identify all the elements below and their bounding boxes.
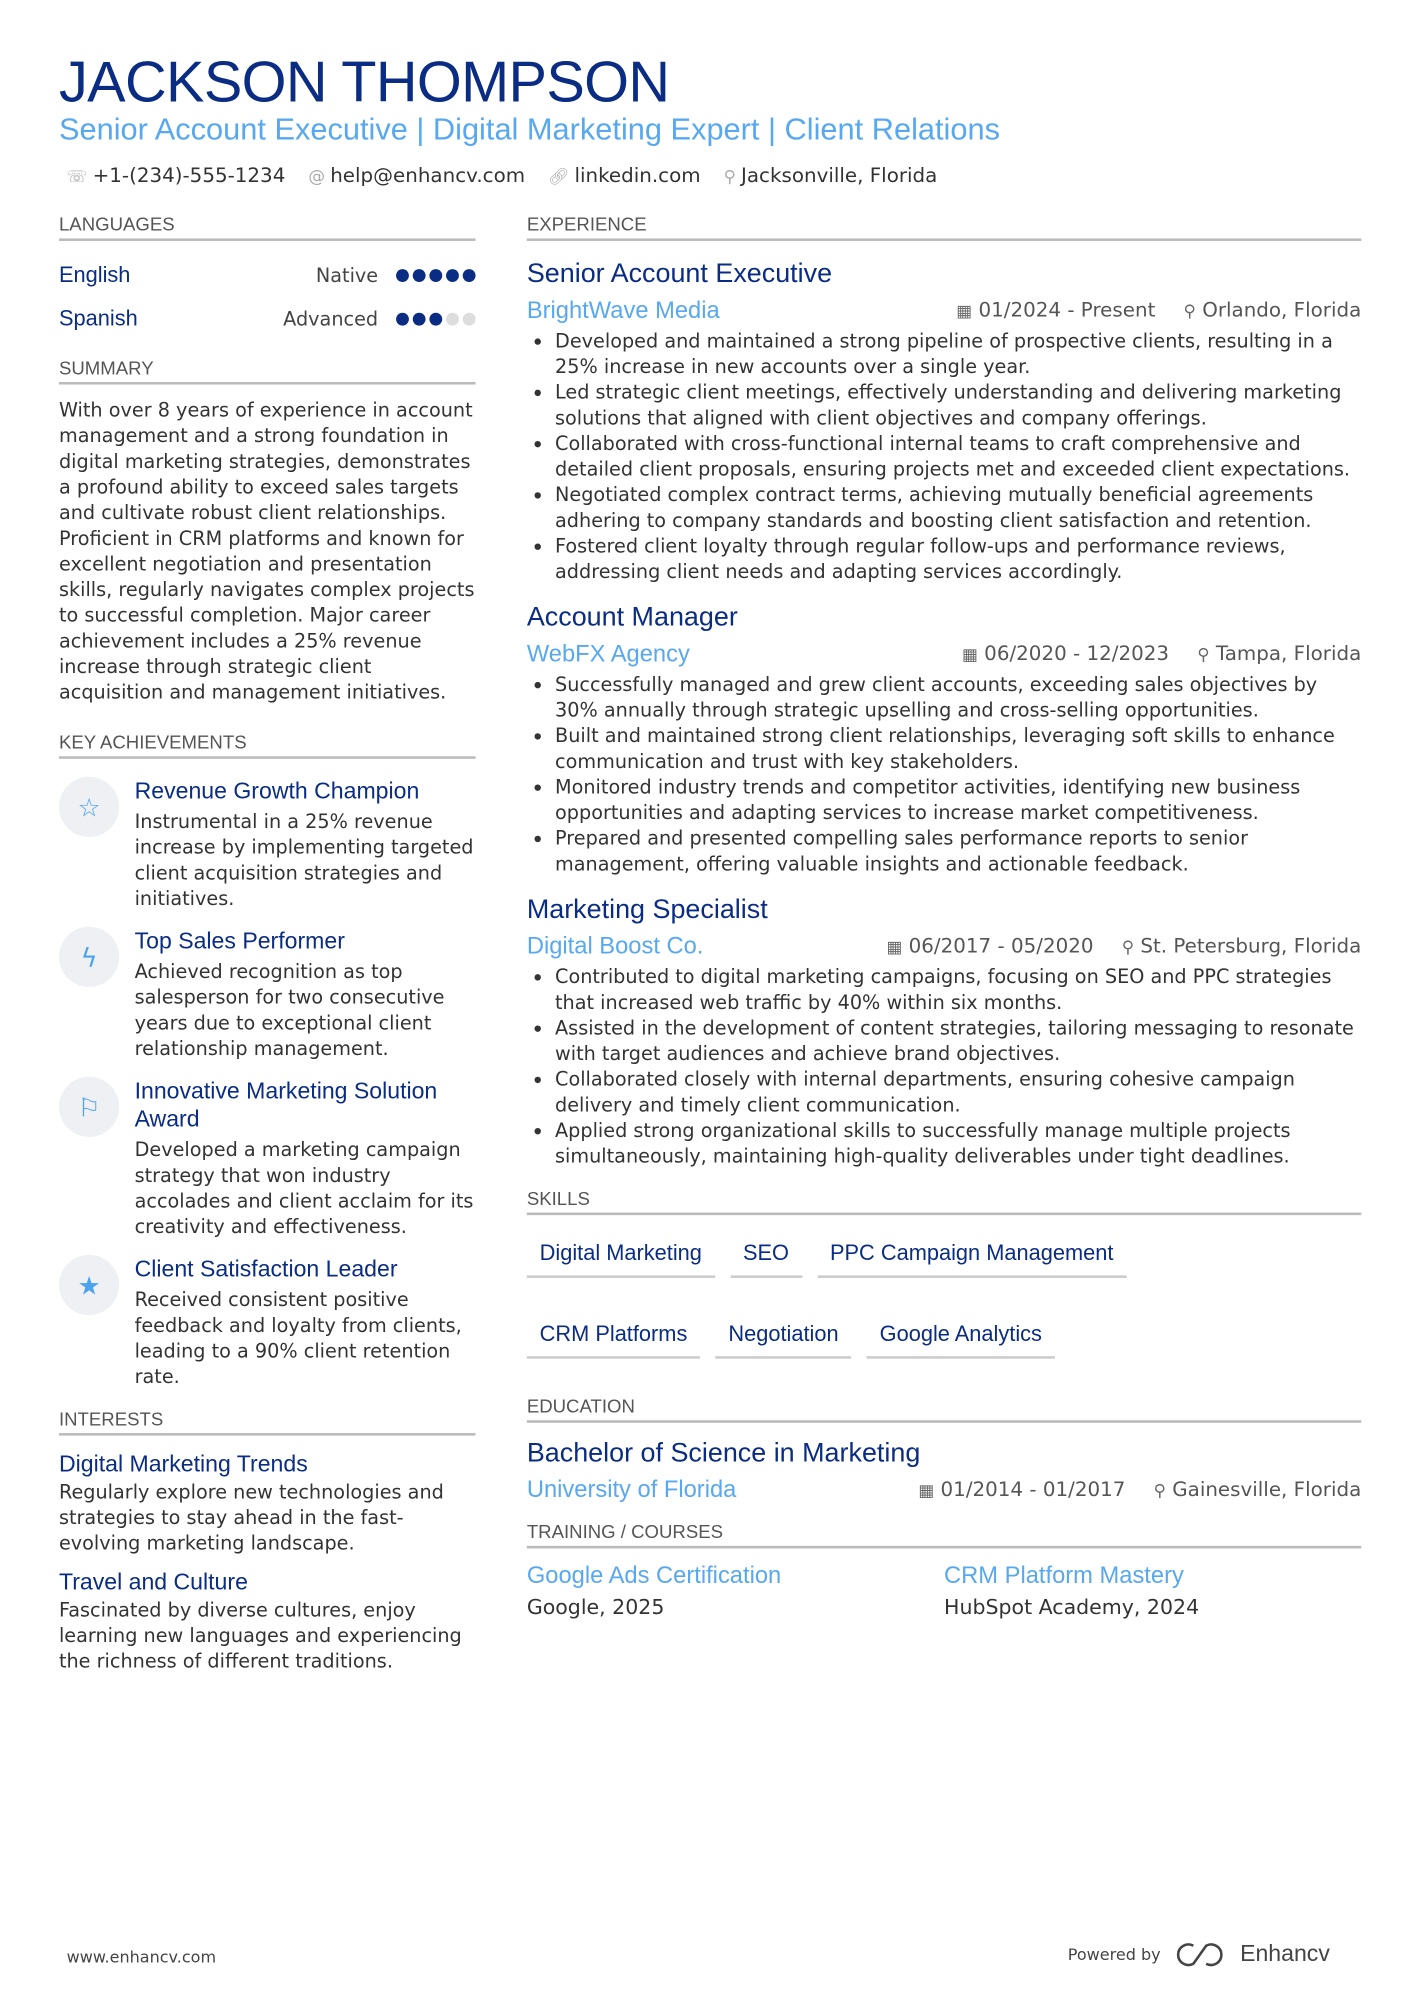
candidate-name: JACKSON THOMPSON <box>58 48 670 115</box>
job-dates: 06/2017 - 05/2020 <box>908 934 1094 958</box>
training-list <box>527 1561 1361 1620</box>
job-meta <box>527 928 1361 964</box>
achievement-title: Client Satisfaction Leader <box>134 1256 398 1282</box>
skill-tag: Negotiation <box>716 1314 852 1359</box>
star-filled-icon: ★ <box>59 1255 119 1315</box>
achievement-title: Innovative Marketing Solution Award <box>134 1077 438 1132</box>
language-level: Advanced <box>283 307 379 331</box>
job-dates-wrap <box>886 934 1093 957</box>
achievement-body <box>135 777 476 912</box>
calendar-icon: ▦ <box>918 1481 935 1501</box>
skill-tag: Digital Marketing <box>527 1233 715 1278</box>
achievement-item <box>59 1255 476 1390</box>
skills-list <box>527 1233 1361 1359</box>
right-column <box>527 215 1361 1620</box>
bullet: • Successfully managed and grew client accounts, exceeding sales objectives by 30% annually through strategic upselling and cross-selling opportunities. <box>555 672 1361 723</box>
linkedin-link[interactable]: linkedin.com <box>574 164 701 188</box>
rating-dot <box>429 269 442 282</box>
job-location: Tampa, Florida <box>1215 642 1362 666</box>
job-dates-location <box>962 642 1361 665</box>
training-item <box>527 1561 944 1620</box>
language-row <box>59 297 476 341</box>
job-dates-location <box>956 299 1361 322</box>
job-bullets <box>527 964 1361 1169</box>
phone: +1-(234)-555-1234 <box>92 164 286 188</box>
achievements-heading: KEY ACHIEVEMENTS <box>59 733 476 759</box>
bullet: • Fostered client loyalty through regular follow-ups and performance reviews, addressing client needs and adapting services accordingly. <box>555 533 1361 584</box>
contact-bar <box>67 164 938 187</box>
rating-dot <box>413 269 426 282</box>
bullet: • Prepared and presented compelling sales performance reports to senior management, offering valuable insights and actionable feedback. <box>555 825 1361 876</box>
school: University of Florida <box>526 1475 737 1503</box>
email-link[interactable]: help@enhancv.com <box>330 164 526 188</box>
bullet: • Collaborated with cross-functional internal teams to craft comprehensive and detailed client proposals, ensuring projects met and exceeded client expectations. <box>555 431 1361 482</box>
job-location-wrap <box>1122 934 1362 957</box>
experience-list <box>527 256 1361 1169</box>
language-name: English <box>58 262 131 288</box>
job-location: Orlando, Florida <box>1202 298 1362 322</box>
job-meta <box>527 636 1361 672</box>
experience-item <box>527 256 1361 584</box>
powered-by: Powered by <box>1067 1944 1161 1964</box>
summary-heading: SUMMARY <box>59 359 476 385</box>
achievement-description: Instrumental in a 25% revenue increase by implementing targeted client acquisition strategies and initiatives. <box>134 810 474 911</box>
language-name: Spanish <box>58 306 138 331</box>
footer-brand <box>1068 1941 1330 1968</box>
calendar-icon: ▦ <box>956 302 973 322</box>
achievement-description: Developed a marketing campaign strategy that won industry accolades and client acclaim for its creativity and effectiveness. <box>134 1138 474 1239</box>
bullet: • Built and maintained strong client relationships, leveraging soft skills to enhance communication and trust with key stakeholders. <box>555 723 1361 774</box>
location-pin-icon: ⚲ <box>1121 938 1134 958</box>
job-title: Marketing Specialist <box>526 894 768 925</box>
job-title: Senior Account Executive <box>526 258 833 289</box>
rating-dot <box>446 269 459 282</box>
flag-icon: ⚐ <box>59 1077 119 1137</box>
skill-tag: SEO <box>730 1233 802 1278</box>
location-pin-icon: ⚲ <box>723 167 736 188</box>
rating-dot <box>396 269 409 282</box>
education-heading: EDUCATION <box>527 1397 1361 1423</box>
languages-heading: LANGUAGES <box>59 215 476 241</box>
achievement-body <box>135 1077 476 1240</box>
star-outline-icon: ☆ <box>59 777 119 837</box>
brand-name: Enhancv <box>1240 1940 1330 1967</box>
interest-title: Digital Marketing Trends <box>58 1450 308 1477</box>
calendar-icon: ▦ <box>962 646 978 666</box>
bullet: • Developed and maintained a strong pipeline of prospective clients, resulting in a 25% increase in new accounts over a single year. <box>555 328 1361 379</box>
location: Jacksonville, Florida <box>741 164 938 188</box>
language-rating <box>396 269 475 282</box>
company-name: BrightWave Media <box>526 296 720 324</box>
footer-website[interactable]: www.enhancv.com <box>66 1947 217 1967</box>
bullet: • Monitored industry trends and competitor activities, identifying new business opportunities and adapting services to increase market competitiveness. <box>555 774 1361 825</box>
bullet: • Collaborated closely with internal departments, ensuring cohesive campaign delivery and timely client communication. <box>555 1066 1361 1117</box>
languages-list <box>59 254 476 341</box>
interests-list <box>59 1448 476 1674</box>
job-dates-location <box>886 934 1361 957</box>
achievement-title: Revenue Growth Champion <box>134 778 420 804</box>
job-dates-wrap <box>962 642 1169 665</box>
achievement-item <box>59 777 476 912</box>
achievement-description: Achieved recognition as top salesperson for two consecutive years due to exceptional client relationship management. <box>134 960 445 1061</box>
experience-item <box>527 600 1361 877</box>
bullet: • Led strategic client meetings, effectively understanding and delivering marketing solutions that aligned with client objectives and company offerings. <box>555 379 1361 430</box>
location-pin-icon: ⚲ <box>1183 302 1196 322</box>
enhancv-logo-icon <box>1176 1941 1225 1967</box>
education-location: Gainesville, Florida <box>1172 1477 1362 1501</box>
location-pin-icon: ⚲ <box>1153 1481 1166 1501</box>
language-rating <box>396 313 475 326</box>
experience-heading: EXPERIENCE <box>527 215 1361 241</box>
achievement-description: Received consistent positive feedback and loyalty from clients, leading to a 90% client retention rate. <box>134 1288 462 1389</box>
summary-text: With over 8 years of experience in account management and a strong foundation in digital marketing strategies, demonstrates a profound ability to exceed sales targets and cultivate robust client relationships. Proficient in CRM platforms and known for excellent negotiation and presentation skills, regularly navigates complex projects to successful completion. Major career achievement includes a 25% revenue increase through strategic client acquisition and management initiatives. <box>58 398 475 704</box>
interests-heading: INTERESTS <box>59 1410 476 1436</box>
achievement-body <box>135 927 476 1062</box>
job-meta <box>527 292 1361 328</box>
headline: Senior Account Executive | Digital Marketing Expert | Client Relations <box>58 112 1001 148</box>
achievement-title: Top Sales Performer <box>134 928 345 954</box>
interest-description: Regularly explore new technologies and strategies to stay ahead in the fast-evolving marketing landscape. <box>58 1480 444 1555</box>
link-icon: 🔗︎ <box>548 167 570 188</box>
achievement-item <box>59 1077 476 1240</box>
job-dates: 06/2020 - 12/2023 <box>984 642 1170 666</box>
course-provider: Google, 2025 <box>526 1594 665 1619</box>
lightning-icon: ϟ <box>59 927 119 987</box>
interest-title: Travel and Culture <box>58 1568 248 1595</box>
job-dates: 01/2024 - Present <box>978 298 1156 322</box>
rating-dot <box>463 313 476 326</box>
language-level: Native <box>315 264 379 288</box>
achievement-item <box>59 927 476 1062</box>
degree: Bachelor of Science in Marketing <box>526 1438 921 1468</box>
achievements-list <box>59 777 476 1390</box>
achievement-body <box>135 1255 476 1390</box>
rating-dot <box>463 269 476 282</box>
skill-tag: Google Analytics <box>867 1314 1055 1359</box>
education-meta <box>527 1472 1361 1508</box>
experience-item <box>527 892 1361 1169</box>
course-title: Google Ads Certification <box>526 1561 782 1589</box>
job-title: Account Manager <box>526 602 738 632</box>
company-name: Digital Boost Co. <box>526 931 704 959</box>
job-dates-wrap <box>956 299 1155 322</box>
left-column <box>59 215 476 1674</box>
rating-dot <box>396 313 409 326</box>
job-bullets <box>527 672 1361 877</box>
rating-dot <box>429 313 442 326</box>
calendar-icon: ▦ <box>886 938 903 958</box>
job-location-wrap <box>1184 299 1362 322</box>
bullet: • Negotiated complex contract terms, achieving mutually beneficial agreements adhering to company standards and boosting client satisfaction and retention. <box>555 482 1361 533</box>
bullet: • Contributed to digital marketing campaigns, focusing on SEO and PPC strategies that increased web traffic by 40% within six months. <box>555 964 1361 1015</box>
education-dates: 01/2014 - 01/2017 <box>940 1477 1126 1501</box>
skills-heading: SKILLS <box>527 1190 1361 1216</box>
skill-tag: CRM Platforms <box>527 1314 700 1359</box>
course-title: CRM Platform Mastery <box>944 1561 1184 1589</box>
company-name: WebFX Agency <box>526 639 690 667</box>
skill-tag: PPC Campaign Management <box>817 1233 1126 1278</box>
phone-icon: ☏ <box>66 167 88 188</box>
interest-description: Fascinated by diverse cultures, enjoy learning new languages and experiencing the richness of different traditions. <box>58 1598 462 1673</box>
training-item <box>944 1561 1361 1620</box>
at-icon: @ <box>308 167 326 188</box>
training-heading: TRAINING / COURSES <box>527 1523 1361 1549</box>
location-pin-icon: ⚲ <box>1197 646 1210 666</box>
rating-dot <box>413 313 426 326</box>
job-bullets <box>527 328 1361 584</box>
bullet: • Applied strong organizational skills to successfully manage multiple projects simultaneously, maintaining high-quality deliverables under tight deadlines. <box>555 1118 1361 1169</box>
course-provider: HubSpot Academy, 2024 <box>944 1594 1200 1619</box>
job-location: St. Petersburg, Florida <box>1140 934 1362 958</box>
bullet: • Assisted in the development of content strategies, tailoring messaging to resonate with target audiences and achieve brand objectives. <box>555 1015 1361 1066</box>
job-location-wrap <box>1197 642 1361 665</box>
language-row <box>59 254 476 298</box>
rating-dot <box>446 313 459 326</box>
